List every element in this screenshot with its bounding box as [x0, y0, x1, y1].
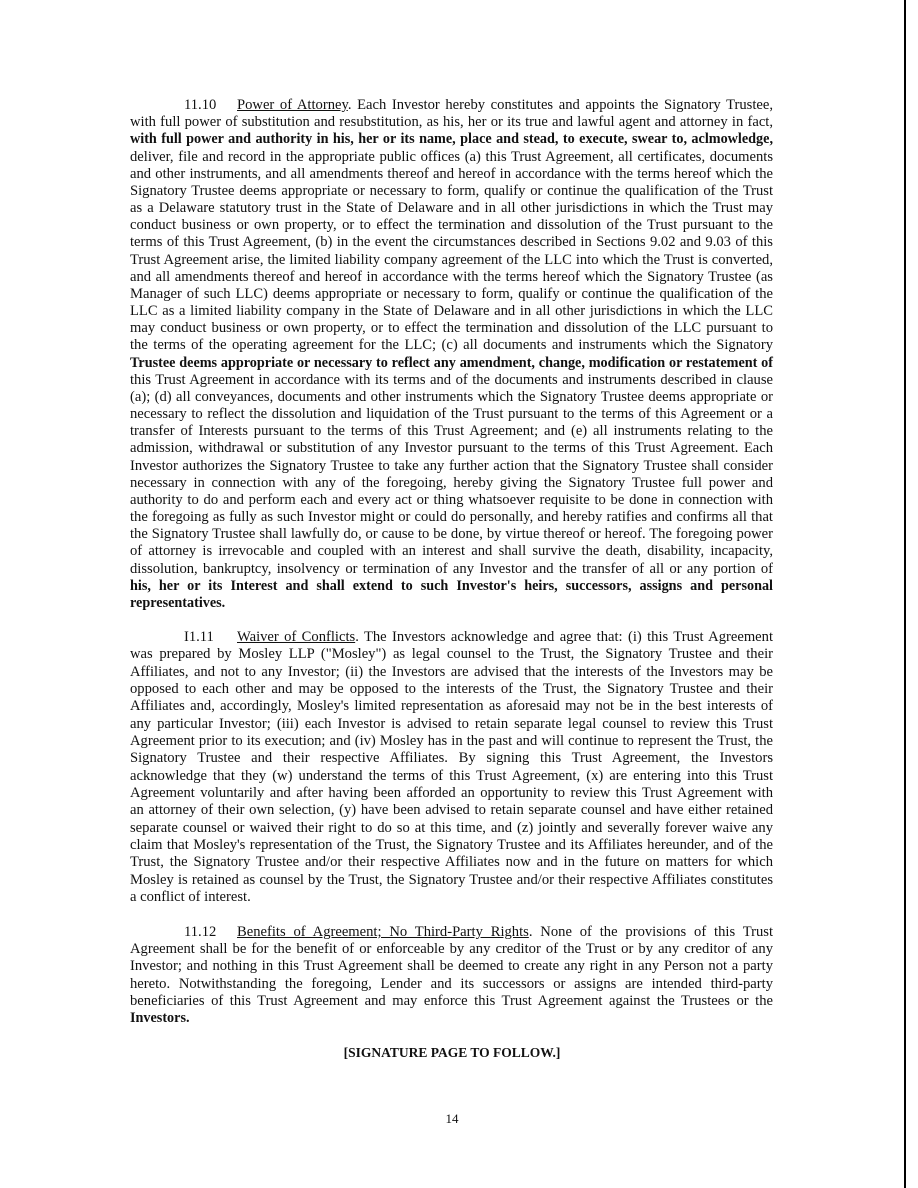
paragraph-line: the foregoing as fully as such Investor might or could do personally, and hereby ratifies and confirms all that	[130, 509, 773, 526]
paragraph-line: this Trust Agreement in accordance with its terms and of the documents and instruments described in clause	[130, 371, 773, 388]
section-title: Power of Attorney	[237, 97, 348, 113]
paragraph-line: deliver, file and record in the appropriate public offices (a) this Trust Agreement, all certificates, documents	[130, 148, 773, 165]
paragraph-line: transfer of Interests pursuant to the terms of this Trust Agreement; and (e) all instruments relating to the	[130, 423, 773, 440]
paragraph-line: dissolution, bankruptcy, insolvency or termination of any Investor and the transfer of all or any portion of	[130, 560, 773, 577]
section-number: I1.11	[184, 629, 214, 645]
paragraph-line: conduct business or own property, or to effect the termination and dissolution of the Trust pursuant to the	[130, 217, 773, 234]
section-heading-line	[130, 97, 773, 114]
paragraph-line: Affiliates, and not to any Investor; (ii) the Investors are advised that the interests of the Investors may be	[130, 663, 773, 680]
paragraph-line: his, her or its Interest and shall extend to such Investor's heirs, successors, assigns and personal	[130, 577, 773, 594]
paragraph-line: Investor; and nothing in this Trust Agreement shall be deemed to create any right in any Person not a party	[130, 958, 773, 975]
paragraph-line: Signatory Trustee and their respective Affiliates. By signing this Trust Agreement, the Investors	[130, 750, 773, 767]
paragraph-line: (a); (d) all conveyances, documents and other instruments which the Signatory Trustee deems appropriate or	[130, 388, 773, 405]
paragraph-line: the terms of the operating agreement for the LLC; (c) all documents and instruments which the Signatory	[130, 337, 773, 354]
paragraph-line: and other instruments, and all amendments thereof and hereof in accordance with the terms hereof which the	[130, 165, 773, 182]
section-title: Waiver of Conflicts	[237, 629, 356, 645]
paragraph-line: hereto. Notwithstanding the foregoing, Lender and its successors or assigns are intended third-party	[130, 975, 773, 992]
paragraph-line: with full power of substitution and resubstitution, as his, her or its true and lawful agent and attorney in fact,	[130, 114, 773, 131]
paragraph-line: as a Delaware statutory trust in the State of Delaware and in all other jurisdictions in which the Trust may	[130, 200, 773, 216]
paragraph-line: Agreement voluntarily and after having been afforded an opportunity to review this Trust Agreement with	[130, 785, 773, 801]
paragraph-line: an attorney of their own selection, (y) have been advised to retain separate counsel and have either retained	[130, 802, 773, 819]
paragraph-line: Trustee deems appropriate or necessary to reflect any amendment, change, modification or restatement of	[130, 354, 773, 371]
paragraph-line: Trust, the Signatory Trustee and/or their respective Affiliates now and in the future on matters for which	[130, 854, 773, 871]
page-edge-rule	[904, 0, 906, 1188]
paragraph-line: and all amendments thereof and hereof in accordance with the terms hereof which the Signatory Trustee (as	[130, 268, 773, 285]
paragraph-line: necessary in connection with any of the foregoing, hereby giving the Signatory Trustee full power and	[130, 474, 773, 491]
paragraph-line: admission, withdrawal or substitution of any Investor pursuant to the terms of this Trust Agreement. Each	[130, 440, 773, 457]
paragraph-line: Mosley is retained as counsel by the Trust, the Signatory Trustee and/or their respective Affiliates constitutes	[130, 871, 773, 888]
paragraph-line: authority to do and perform each and every act or thing whatsoever requisite to be done in connection with	[130, 491, 773, 508]
paragraph-line: any particular Investor; (iii) each Investor is advised to retain separate legal counsel to review this Trust	[130, 715, 773, 732]
paragraph-line: separate counsel or waived their right to do so at this time, and (z) jointly and severally forever waive any	[130, 819, 773, 836]
paragraph-line: terms of this Trust Agreement, (b) in the event the circumstances described in Sections 9.02 and 9.03 of this	[130, 234, 773, 251]
page-number: 14	[445, 1111, 459, 1126]
section-title: Benefits of Agreement; No Third-Party Rights	[237, 924, 529, 940]
paragraph-line: LLC as a limited liability company in the State of Delaware and in all other jurisdictions in which the LLC	[130, 303, 773, 319]
section-heading-line	[130, 924, 773, 941]
paragraph-line: claim that Mosley's representation of the Trust, the Signatory Trustee and its Affiliates hereunder, and of the	[130, 837, 773, 853]
paragraph-line: Manager of such LLC) deems appropriate or necessary to form, qualify or continue the qualification of the	[130, 285, 773, 302]
paragraph-line: Agreement shall be for the benefit of or enforceable by any creditor of the Trust or by any creditor of any	[130, 941, 773, 958]
paragraph-line: with full power and authority in his, her or its name, place and stead, to execute, swear to, aclmowledge,	[130, 131, 773, 148]
paragraph-line: opposed to each other and may be opposed to the interests of the Trust, the Signatory Trustee and their	[130, 681, 773, 697]
paragraph-line: beneficiaries of this Trust Agreement and may enforce this Trust Agreement against the Trustees or the	[130, 992, 773, 1009]
paragraph-line: of attorney is irrevocable and coupled with an interest and shall survive the death, disability, incapacity,	[130, 543, 773, 560]
paragraph-line: the Signatory Trustee shall lawfully do, or cause to be done, by virtue thereof or hereof. The foregoing power	[130, 526, 773, 543]
paragraph-line: was prepared by Mosley LLP ("Mosley") as legal counsel to the Trust, the Signatory Trustee and their	[130, 646, 773, 663]
paragraph-line: Agreement prior to its execution; and (iv) Mosley has in the past and will continue to represent the Trust, the	[130, 733, 773, 749]
section-first-line-text: . The Investors acknowledge and agree that: (i) this Trust Agreement	[355, 629, 773, 645]
paragraph-line: Signatory Trustee deems appropriate or necessary to form, qualify or continue the qualification of the Trust	[130, 182, 773, 199]
section-number: 11.10	[184, 97, 217, 113]
paragraph-line: may conduct business or own property, or to effect the termination and dissolution of the LLC pursuant to	[130, 320, 773, 337]
section-number: 11.12	[184, 924, 217, 940]
section-first-line-text: . None of the provisions of this Trust	[528, 924, 773, 940]
paragraph-line: necessary to reflect the dissolution and liquidation of the Trust pursuant to the terms of this Agreement or a	[130, 406, 773, 423]
paragraph-line: Trust Agreement arise, the limited liability company agreement of the LLC into which the Trust is converted,	[130, 251, 773, 268]
paragraph-line: Investor authorizes the Signatory Trustee to take any further action that the Signatory Trustee shall consider	[130, 457, 773, 474]
section-first-line-text: . Each Investor hereby constitutes and appoints the Signatory Trustee,	[347, 97, 773, 113]
paragraph-line: acknowledge that they (w) understand the terms of this Trust Agreement, (x) are entering into this Trust	[130, 767, 773, 784]
paragraph-line: Investors.	[130, 1010, 190, 1026]
paragraph-line: representatives.	[130, 594, 226, 611]
section-heading-line	[130, 629, 773, 646]
paragraph-line: Affiliates and, accordingly, Mosley's limited representation as aforesaid may not be in the best interests of	[130, 698, 773, 715]
paragraph-line: a conflict of interest.	[130, 889, 251, 905]
signature-page-note: [SIGNATURE PAGE TO FOLLOW.]	[343, 1045, 561, 1060]
